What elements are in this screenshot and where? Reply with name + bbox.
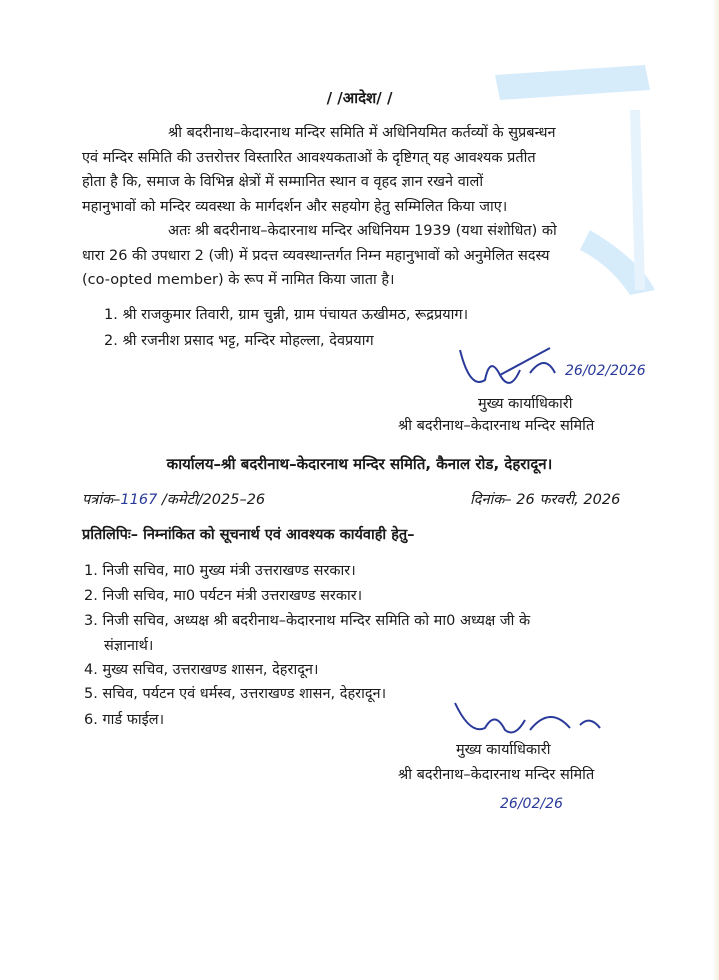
copy-item: 6. गार्ड फाईल। — [84, 712, 165, 728]
signature-2 — [440, 700, 630, 740]
para2-line: अतः श्री बदरीनाथ–केदारनाथ मन्दिर अधिनियम 1939 (यथा संशोधित) को — [168, 223, 557, 239]
copy-item: 5. सचिव, पर्यटन एवं धर्मस्व, उत्तराखण्ड शासन, देहरादून। — [84, 686, 387, 702]
signature1-org: श्री बदरीनाथ–केदारनाथ मन्दिर समिति — [398, 418, 595, 434]
order-title: / /आदेश/ / — [326, 89, 393, 107]
letter-number-prefix: पत्रांक– — [82, 492, 121, 508]
copy-item-cont: संज्ञानार्थ। — [104, 638, 154, 654]
letter-number-value: 1167 — [120, 492, 158, 508]
para1-line: एवं मन्दिर समिति की उत्तरोत्तर विस्तारित आवश्यकताओं के दृष्टिगत् यह आवश्यक प्रतीत — [82, 150, 536, 166]
member-item: 1. श्री राजकुमार तिवारी, ग्राम चुन्नी, ग्राम पंचायत ऊखीमठ, रूद्रप्रयाग। — [104, 307, 469, 323]
para2-line: धारा 26 की उपधारा 2 (जी) में प्रदत्त व्यवस्थान्तर्गत निम्न महानुभावों को अनुमेलित सदस्य — [82, 248, 550, 264]
para2-line: (co-opted member) के रूप में नामित किया जाता है। — [82, 272, 395, 288]
copy-heading: प्रतिलिपिः– निम्नांकित को सूचनार्थ एवं आवश्यक कार्यवाही हेतु– — [82, 527, 415, 543]
para1-line: महानुभावों को मन्दिर व्यवस्था के मार्गदर्शन और सहयोग हेतु सम्मिलित किया जाए। — [82, 199, 508, 215]
office-address: कार्यालय–श्री बदरीनाथ–केदारनाथ मन्दिर समिति, कैनाल रोड, देहरादून। — [166, 455, 553, 473]
letter-number — [82, 490, 265, 510]
copy-item: 4. मुख्य सचिव, उत्तराखण्ड शासन, देहरादून। — [84, 662, 319, 678]
copy-item: 3. निजी सचिव, अध्यक्ष श्री बदरीनाथ–केदारनाथ मन्दिर समिति को मा0 अध्यक्ष जी के — [84, 613, 531, 629]
signature1-date: 26/02/2026 — [565, 363, 646, 379]
copy-item: 2. निजी सचिव, मा0 पर्यटन मंत्री उत्तराखण्ड सरकार। — [84, 588, 363, 604]
signature2-org: श्री बदरीनाथ–केदारनाथ मन्दिर समिति — [398, 767, 595, 783]
copy-item: 1. निजी सचिव, मा0 मुख्य मंत्री उत्तराखण्ड सरकार। — [84, 563, 356, 579]
signature2-designation: मुख्य कार्याधिकारी — [456, 742, 551, 758]
page-edge — [713, 0, 719, 980]
signature1-designation: मुख्य कार्याधिकारी — [478, 396, 573, 412]
letter-date: दिनांक– 26 फरवरी, 2026 — [470, 492, 621, 508]
letter-number-suffix: /कमेटी/2025–26 — [161, 492, 266, 508]
para1-line: श्री बदरीनाथ–केदारनाथ मन्दिर समिति में अधिनियमित कर्तव्यों के सुप्रबन्धन — [168, 125, 556, 141]
signature2-date: 26/02/26 — [500, 796, 563, 812]
member-item: 2. श्री रजनीश प्रसाद भट्ट, मन्दिर मोहल्ला, देवप्रयाग — [104, 333, 374, 349]
para1-line: होता है कि, समाज के विभिन्न क्षेत्रों में सम्मानित स्थान व वृहद ज्ञान रखने वालों — [82, 174, 484, 190]
